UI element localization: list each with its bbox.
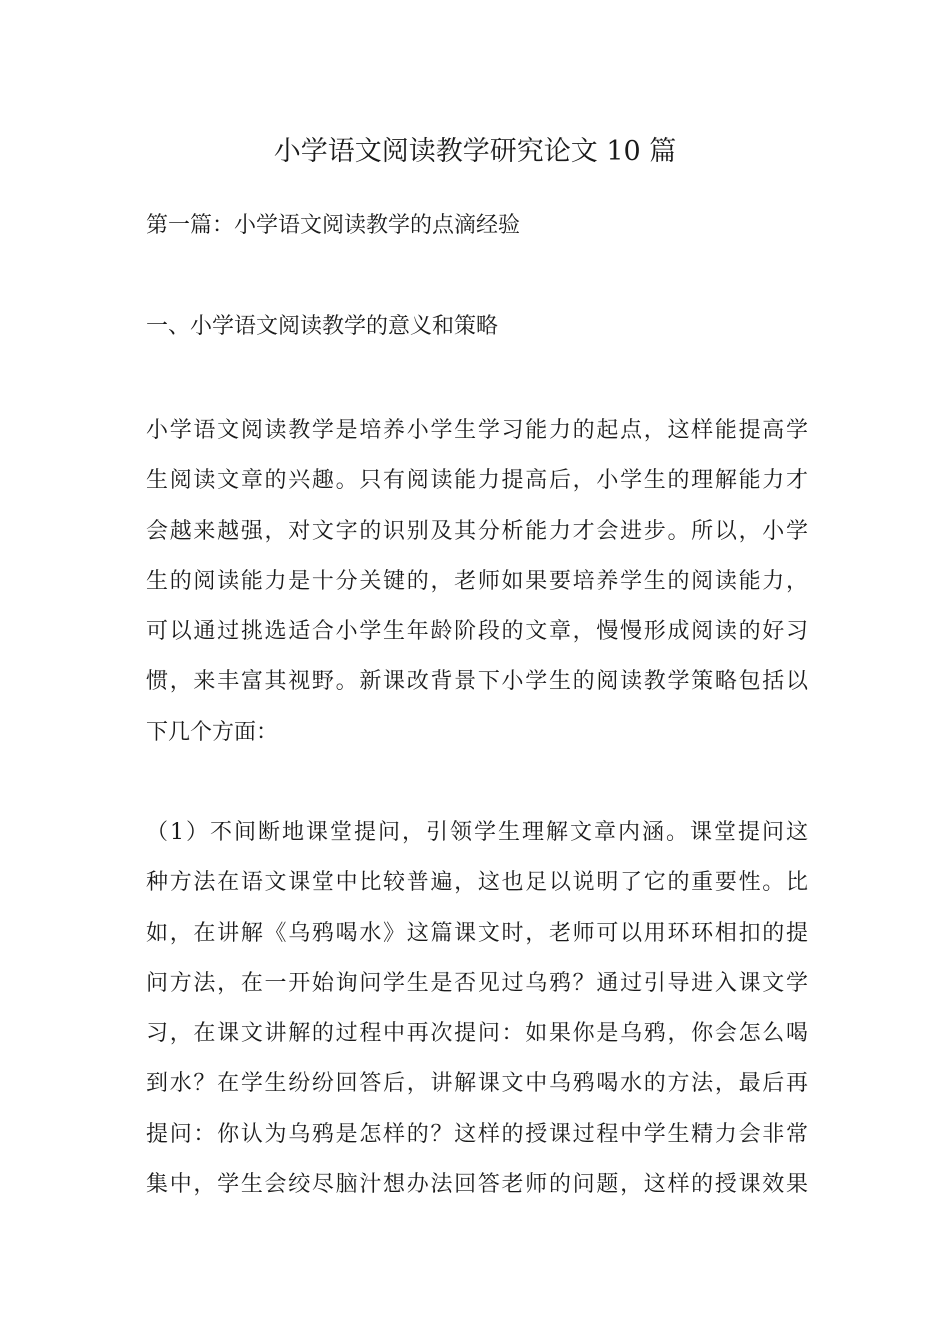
paragraph-line: 可以通过挑选适合小学生年龄阶段的文章，慢慢形成阅读的好习 [146, 619, 808, 645]
paragraph-line: 集中，学生会绞尽脑汁想办法回答老师的问题，这样的授课效果 [146, 1172, 808, 1198]
part-heading: 第一篇：小学语文阅读教学的点滴经验 [146, 213, 521, 238]
paragraph-line: 惯，来丰富其视野。新课改背景下小学生的阅读教学策略包括以 [146, 669, 808, 695]
paragraph-line: 生的阅读能力是十分关键的，老师如果要培养学生的阅读能力， [146, 568, 808, 594]
section-heading: 一、小学语文阅读教学的意义和策略 [146, 314, 499, 339]
paragraph-line: 会越来越强，对文字的识别及其分析能力才会进步。所以，小学 [146, 518, 808, 544]
document-title: 小学语文阅读教学研究论文 10 篇 [273, 136, 677, 167]
paragraph-line: 下几个方面： [146, 719, 279, 745]
paragraph-line: 如，在讲解《乌鸦喝水》这篇课文时，老师可以用环环相扣的提 [146, 920, 808, 946]
paragraph-line: （1）不间断地课堂提问，引领学生理解文章内涵。课堂提问这 [146, 820, 808, 845]
paragraph-line: 问方法，在一开始询问学生是否见过乌鸦？通过引导进入课文学 [146, 970, 808, 996]
paragraph-line: 生阅读文章的兴趣。只有阅读能力提高后，小学生的理解能力才 [146, 468, 808, 494]
paragraph-line: 提问：你认为乌鸦是怎样的？这样的授课过程中学生精力会非常 [146, 1121, 808, 1147]
paragraph-2 [146, 808, 808, 1210]
paragraph-line: 种方法在语文课堂中比较普遍，这也足以说明了它的重要性。比 [146, 870, 808, 896]
paragraph-1 [146, 406, 808, 758]
paragraph-line: 习，在课文讲解的过程中再次提问：如果你是乌鸦，你会怎么喝 [146, 1021, 808, 1047]
paragraph-line: 到水？在学生纷纷回答后，讲解课文中乌鸦喝水的方法，最后再 [146, 1071, 808, 1097]
paragraph-line: 小学语文阅读教学是培养小学生学习能力的起点，这样能提高学 [146, 418, 808, 443]
